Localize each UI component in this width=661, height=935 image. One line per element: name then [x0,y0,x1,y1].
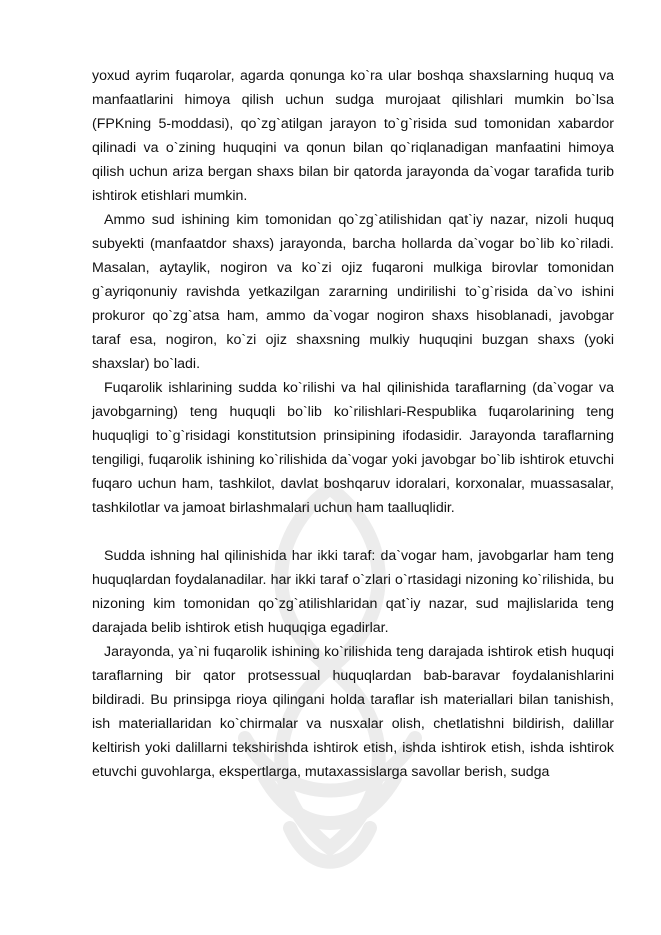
paragraph-3: Fuqarolik ishlarining sudda ko`rilishi va hal qilinishida taraflarning (da`vogar va javobgarning) teng huquqli bo`lib ko`rilishlari-Respublika fuqarolarining teng huquqligi to`g`risidagi konstitutsion prinsipining ifodasidir. Jarayonda taraflarning tengiligi, fuqarolik ishining ko`rilishida da`vogar yoki javobgar bo`lib ishtirok etuvchi fuqaro uchun ham, tashkilot, davlat boshqaruv idoralari, korxonalar, muassasalar, tashkilotlar va jamoat birlashmalari uchun ham taalluqlidir. [92,380,614,516]
paragraph-4: Sudda ishning hal qilinishida har ikki taraf: da`vogar ham, javobgarlar ham teng huquqlardan foydalanadilar. har ikki taraf o`zlari o`rtasidagi nizoning ko`rilishida, bu nizoning kim tomonidan qo`zg`atilishlaridan qat`iy nazar, sud majlislarida teng darajada belib ishtirok etish huquqiga egadirlar. [92,548,614,636]
paragraph-5: Jarayonda, ya`ni fuqarolik ishining ko`rilishida teng darajada ishtirok etish huquqi taraflarning bir qator protsessual huquqlardan bab-baravar foydalanishlarini bildiradi. Bu prinsipga rioya qilingani holda taraflar ish materiallari bilan tanishish, ish materiallaridan ko`chirmalar va nusxalar olish, chetlatishni bildirish, dalillar keltirish yoki dalillarni tekshirishda ishtirok etish, ishda ishtirok etish, ishda ishtirok etuvchi guvohlarga, ekspertlarga, mutaxassislarga savollar berish, sudga [92,644,614,780]
paragraph-2: Ammo sud ishining kim tomonidan qo`zg`atilishidan qat`iy nazar, nizoli huquq subyekti (manfaatdor shaxs) jarayonda, barcha hollarda da`vogar bo`lib ko`riladi. Masalan, aytaylik, nogiron va ko`zi ojiz fuqaroni mulkiga birovlar tomonidan g`ayriqonuniy ravishda yetkazilgan zararning undirilishi to`g`risida da`vo ishini prokuror qo`zg`atsa ham, ammo da`vogar nogiron shaxs hisoblanadi, javobgar taraf esa, nogiron, ko`zi ojiz shaxsning mulkiy huquqini buzgan shaxs (yoki shaxslar) bo`ladi. [92,212,614,372]
paragraph-1: yoxud ayrim fuqarolar, agarda qonunga ko`ra ular boshqa shaxslarning huquq va manfaatlarini himoya qilish uchun sudga murojaat qilishlari mumkin bo`lsa (FPKning 5-moddasi), qo`zg`atilgan jarayon to`g`risida sud tomonidan xabardor qilinadi va o`zining huquqini va qonun bilan qo`riqlanadigan manfaatini himoya qilish uchun ariza bergan shaxs bilan bir qatorda jarayonda da`vogar tarafida turib ishtirok etishlari mumkin. [92,68,614,204]
document-body [92,64,614,784]
